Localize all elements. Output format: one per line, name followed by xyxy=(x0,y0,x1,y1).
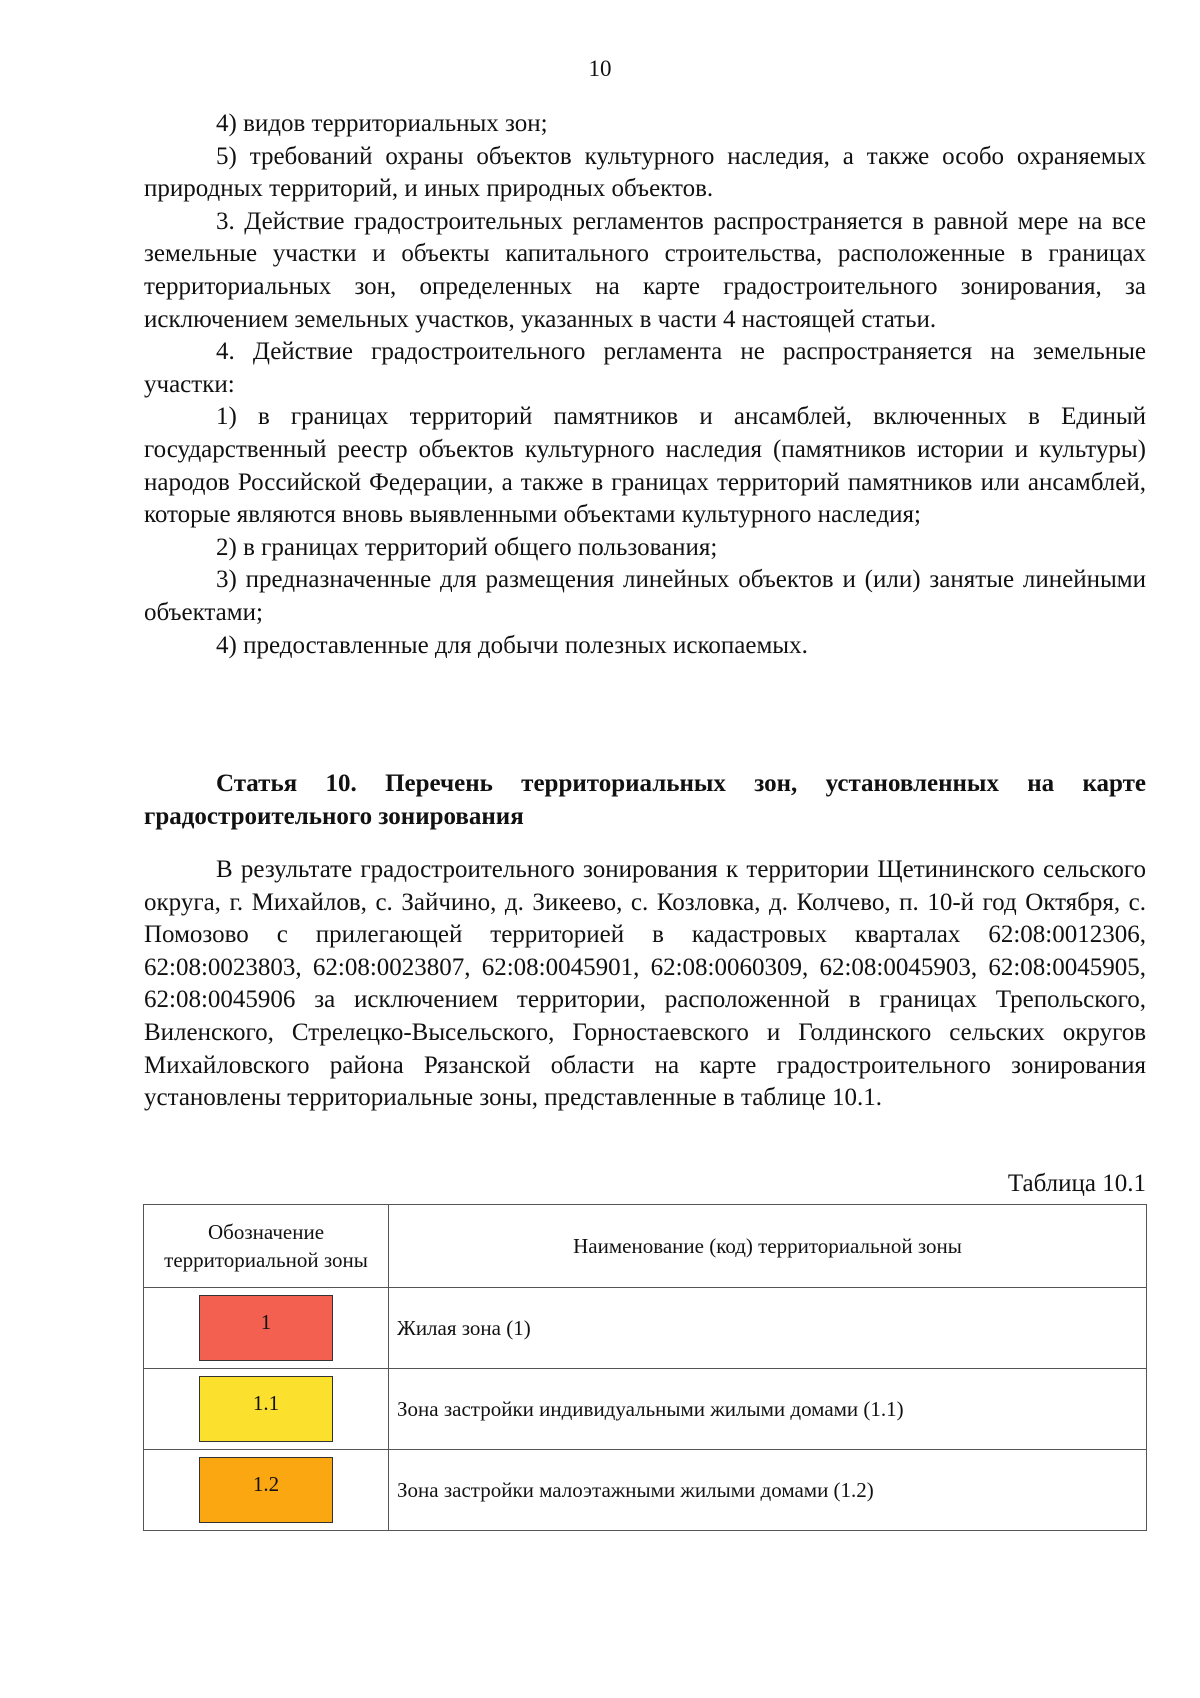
paragraph: 3. Действие градостроительных регламентов распространяется в равной мере на все земельные участки и объекты капитального строительства, расположенные в границах территориальных зон, определенных на карте градостроительного зонирования, за исключением земельных участков, указанных в части 4 настоящей статьи. xyxy=(144,207,1146,333)
table-row xyxy=(144,1450,1147,1531)
paragraph: 4) видов территориальных зон; xyxy=(216,110,548,137)
paragraph: 2) в границах территорий общего пользования; xyxy=(216,533,718,561)
table-header-row xyxy=(144,1205,1147,1288)
article-section xyxy=(144,768,1146,833)
zone-name: Зона застройки малоэтажными жилыми домами (1.2) xyxy=(389,1450,1147,1531)
zone-color-swatch: 1.2 xyxy=(199,1457,333,1523)
zones-table xyxy=(143,1204,1147,1531)
paragraph: 1) в границах территорий памятников и ансамблей, включенных в Единый государственный реестр объектов культурного наследия (памятников истории и культуры) народов Российской Федерации, а также в границах территорий памятников или ансамблей, которые являются вновь выявленными объектами культурного наследия; xyxy=(144,403,1146,529)
zone-color-swatch: 1 xyxy=(199,1295,333,1361)
page-number: 10 xyxy=(588,56,612,81)
paragraph: 5) требований охраны объектов культурного наследия, а также особо охраняемых природных территорий, и иных природных объектов. xyxy=(144,142,1146,203)
zone-swatch-cell xyxy=(144,1369,389,1450)
header-designation: Обозначение территориальной зоны xyxy=(144,1205,389,1288)
table-row xyxy=(144,1369,1147,1450)
zone-swatch-cell xyxy=(144,1288,389,1369)
zone-name: Зона застройки индивидуальными жилыми домами (1.1) xyxy=(389,1369,1147,1450)
zone-color-swatch: 1.1 xyxy=(199,1376,333,1442)
zone-swatch-cell xyxy=(144,1450,389,1531)
paragraph: 3) предназначенные для размещения линейных объектов и (или) занятые линейными объектами; xyxy=(144,566,1146,626)
table-caption: Таблица 10.1 xyxy=(1007,1170,1146,1197)
table-row xyxy=(144,1288,1147,1369)
article-paragraph: В результате градостроительного зонирования к территории Щетининского сельского округа, г. Михайлов, с. Зайчино, д. Зикеево, с. Козловка, д. Колчево, п. 10-й год Октября, с. Помозово с прилегающей территорией в кадастровых кварталах 62:08:0012306, 62:08:0023803, 62:08:0023807, 62:08:0045901, 62:08:0060309, 62:08:0045903, 62:08:0045905, 62:08:0045906 за исключением территории, расположенной в границах Трепольского, Виленского, Стрелецко-Высельского, Горностаевского и Голдинского сельских округов Михайловского района Рязанской области на карте градостроительного зонирования установлены территориальные зоны, представленные в таблице 10.1. xyxy=(144,856,1146,1112)
article-body xyxy=(144,854,1146,1115)
paragraph: 4) предоставленные для добычи полезных ископаемых. xyxy=(216,631,808,659)
article-heading: Статья 10. Перечень территориальных зон, установленных на карте градостроительного зонирования xyxy=(144,770,1146,830)
body-text-top xyxy=(144,108,1146,662)
header-name: Наименование (код) территориальной зоны xyxy=(389,1205,1147,1288)
zone-name: Жилая зона (1) xyxy=(389,1288,1147,1369)
paragraph: 4. Действие градостроительного регламента не распространяется на земельные участки: xyxy=(144,338,1146,398)
